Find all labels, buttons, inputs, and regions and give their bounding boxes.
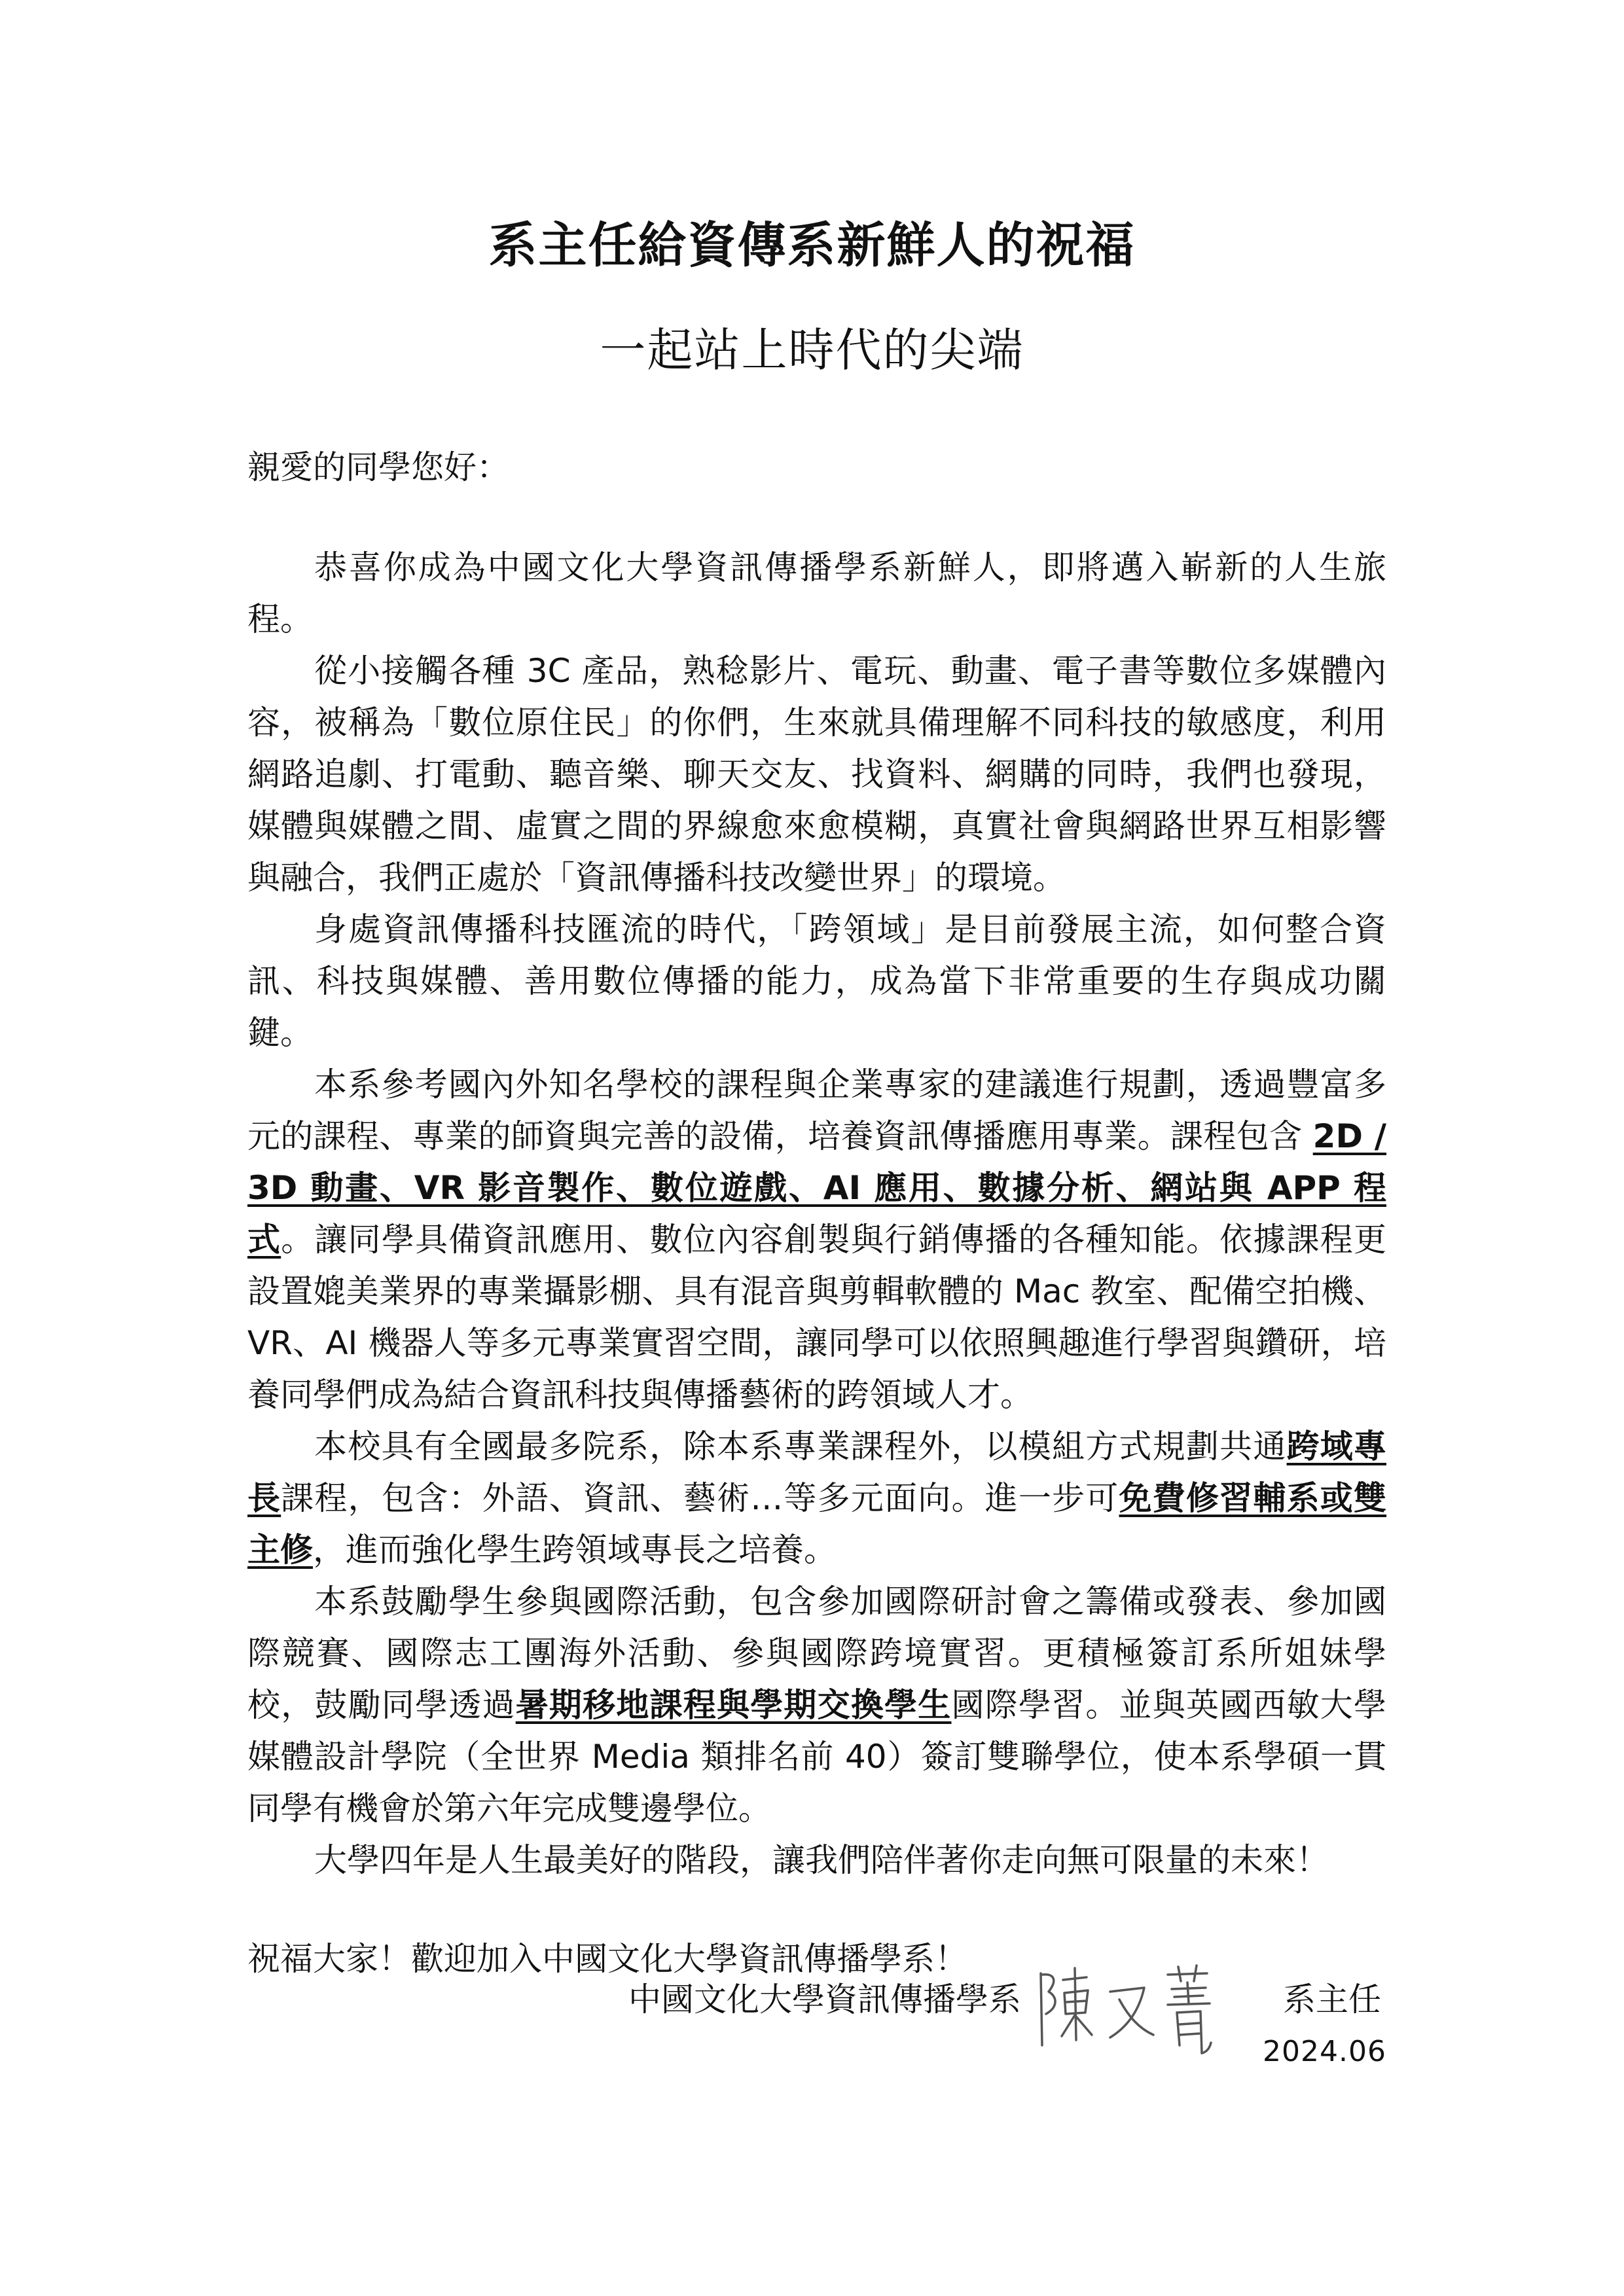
- handwritten-signature: [1029, 1954, 1225, 2058]
- curriculum-text-b: 。讓同學具備資訊應用、數位內容創製與行銷傳播的各種知能。依據課程更設置媲美業界的專業攝影棚、具有混音與剪輯軟體的 Mac 教室、配備空拍機、VR、AI 機器人等多元專業實習空間，讓同學可以依照興趣進行學習與鑽研，培養同學們成為結合資訊科技與傳播藝術的跨領域人才。: [247, 1221, 1387, 1414]
- paragraph-future: 大學四年是人生最美好的階段，讓我們陪伴著你走向無可限量的未來！: [314, 1841, 1329, 1879]
- modules-text-b: 課程，包含：外語、資訊、藝術…等多元面向。進一步可: [281, 1479, 1119, 1517]
- modules-text-c: ，進而強化學生跨領域專長之培養。: [313, 1531, 837, 1569]
- paragraph-digital-natives: 從小接觸各種 3C 產品，熟稔影片、電玩、動畫、電子書等數位多媒體內容，被稱為「數位原住民」的你們，生來就具備理解不同科技的敏感度，利用網路追劇、打電動、聽音樂、聊天交友、找資料、網購的同時，我們也發現，媒體與媒體之間、虛實之間的界線愈來愈模糊，真實社會與網路世界互相影響與融合，我們正處於「資訊傳播科技改變世界」的環境。: [247, 652, 1386, 897]
- role-title: 系主任: [1283, 1981, 1381, 2018]
- modules-text-a: 本校具有全國最多院系，除本系專業課程外，以模組方式規劃共通: [314, 1427, 1287, 1465]
- department-name: 中國文化大學資訊傳播學系: [628, 1981, 1021, 2018]
- closing-line: 祝福大家！歡迎加入中國文化大學資訊傳播學系！: [247, 1940, 967, 1978]
- letter-body: [247, 442, 1386, 1985]
- international-text-a: 本系鼓勵學生參與國際活動，包含參加國際研討會之籌備或發表、參加國際競賽、國際志工團海外活動、參與國際跨境實習。更積極簽訂系所姐妹學校，鼓勵同學透過: [247, 1583, 1386, 1724]
- curriculum-highlight: 2D / 3D 動畫、VR 影音製作、數位遊戲、AI 應用、數據分析、網站與 APP 程式: [247, 1117, 1386, 1259]
- letter-date: 2024.06: [1263, 2035, 1386, 2068]
- paragraph-congratulations: 恭喜你成為中國文化大學資訊傳播學系新鮮人，即將邁入嶄新的人生旅程。: [247, 548, 1386, 638]
- paragraph-curriculum: [247, 1059, 1386, 1421]
- letter-title: 系主任給資傳系新鮮人的祝福: [488, 217, 1136, 274]
- modules-highlight-cross-domain: 跨域專長: [247, 1427, 1386, 1517]
- salutation: 親愛的同學您好：: [247, 448, 509, 486]
- paragraph-international: [247, 1576, 1386, 1835]
- modules-highlight-minor-double-major: 免費修習輔系或雙主修: [247, 1479, 1387, 1569]
- paragraph-cross-domain: 身處資訊傳播科技匯流的時代，「跨領域」是目前發展主流，如何整合資訊、科技與媒體、善用數位傳播的能力，成為當下非常重要的生存與成功關鍵。: [247, 910, 1386, 1052]
- international-text-b: 國際學習。並與英國西敏大學媒體設計學院（全世界 Media 類排名前 40）簽訂雙聯學位，使本系學碩一貫同學有機會於第六年完成雙邊學位。: [247, 1686, 1387, 1827]
- paragraph-modules: [247, 1421, 1386, 1576]
- international-highlight-exchange: 暑期移地課程與學期交換學生: [515, 1686, 952, 1724]
- curriculum-text-a: 本系參考國內外知名學校的課程與企業專家的建議進行規劃，透過豐富多元的課程、專業的師資與完善的設備，培養資訊傳播應用專業。課程包含: [247, 1066, 1386, 1155]
- letter-subtitle: 一起站上時代的尖端: [600, 323, 1024, 377]
